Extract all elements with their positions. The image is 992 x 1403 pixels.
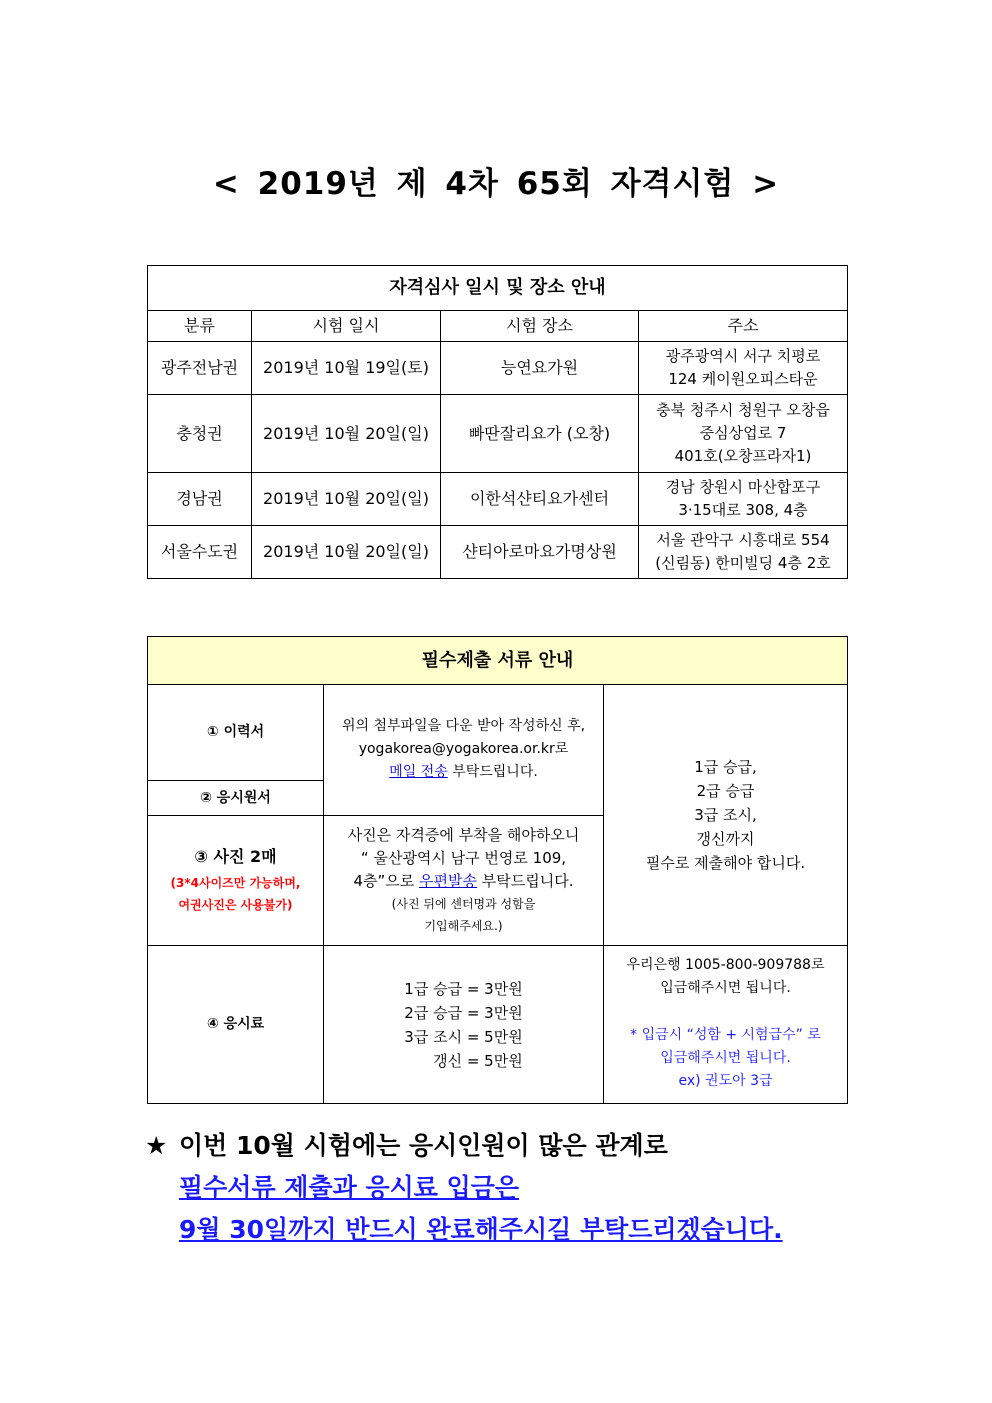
notice (145, 1125, 783, 1251)
instruction-text: 4층”으로 (353, 872, 420, 890)
email-address: yogakorea@yogakorea.or.kr로 (358, 741, 569, 757)
instruction-line: “ 울산광역시 남구 번영로 109, (360, 849, 567, 867)
bank-instruction: 입금해주시면 됩니다. (660, 980, 791, 996)
table-row (148, 526, 848, 579)
notice-highlight: 9월 30일까지 반드시 완료해주시길 부탁드리겠습니다. (179, 1215, 783, 1244)
address-cell (639, 342, 848, 395)
required-note (604, 685, 848, 946)
address-line: 3·15대로 308, 4층 (678, 501, 808, 519)
required-line: 갱신까지 (696, 830, 755, 848)
item-application: ② 응시원서 (148, 781, 324, 816)
address-line: 경남 창원시 마산합포구 (665, 478, 821, 496)
instruction-line (328, 870, 599, 893)
postal-mail-link[interactable]: 우편발송 (419, 872, 478, 890)
region-cell: 경남권 (148, 473, 252, 526)
address-line: 401호(오창프라자1) (674, 447, 812, 465)
address-line: 충북 청주시 청원구 오창읍 (656, 401, 830, 419)
bank-info (604, 946, 848, 1104)
address-cell (639, 526, 848, 579)
fee-line: 2급 승급 = 3만원 (404, 1003, 523, 1022)
notice-line (145, 1125, 783, 1167)
fee-line: 3급 조시 = 5만원 (404, 1027, 523, 1046)
notice-text: 이번 10월 시험에는 응시인원이 많은 관계로 (179, 1131, 668, 1160)
instruction-note: (사진 뒤에 센터명과 성함을 (391, 897, 536, 911)
header-category: 분류 (148, 311, 252, 342)
documents-caption: 필수제출 서류 안내 (148, 637, 848, 685)
address-line: (신림동) 한미빌딩 4층 2호 (655, 554, 831, 572)
table-row (148, 473, 848, 526)
instruction-line: 위의 첨부파일을 다운 받아 작성하신 후, (341, 718, 586, 734)
star-icon: ★ (145, 1131, 168, 1160)
venue-cell: 빠딴잘리요가 (오창) (441, 395, 639, 473)
address-line: 124 케이원오피스타운 (668, 370, 818, 388)
fee-line: 1급 승급 = 3만원 (404, 979, 523, 998)
resume-instructions (324, 685, 604, 816)
venue-cell: 능연요가원 (441, 342, 639, 395)
schedule-caption: 자격심사 일시 및 장소 안내 (148, 266, 848, 311)
deposit-note: * 입금시 “성함 + 시험급수” 로 (630, 1027, 821, 1043)
date-cell: 2019년 10월 20일(일) (252, 473, 441, 526)
deposit-example: ex) 권도아 3급 (678, 1073, 773, 1089)
table-row (148, 342, 848, 395)
region-cell: 충청권 (148, 395, 252, 473)
notice-highlight: 필수서류 제출과 응시료 입금은 (179, 1173, 520, 1202)
region-cell: 서울수도권 (148, 526, 252, 579)
table-row (148, 395, 848, 473)
region-cell: 광주전남권 (148, 342, 252, 395)
item-photo: ③ 사진 2매 (194, 847, 277, 866)
required-line: 3급 조시, (694, 806, 757, 824)
header-venue: 시험 장소 (441, 311, 639, 342)
fee-line: 갱신 = 5만원 (433, 1051, 523, 1070)
required-line: 1급 승급, (694, 758, 757, 776)
instruction-note: 기입해주세요.) (424, 919, 503, 933)
venue-cell: 샨티아로마요가명상원 (441, 526, 639, 579)
page-title: < 2019년 제 4차 65회 자격시험 > (212, 166, 780, 202)
address-line: 중심상업로 7 (699, 424, 787, 442)
header-date: 시험 일시 (252, 311, 441, 342)
venue-cell: 이한석샨티요가센터 (441, 473, 639, 526)
item-fee: ④ 응시료 (148, 946, 324, 1104)
date-cell: 2019년 10월 20일(일) (252, 395, 441, 473)
address-cell (639, 395, 848, 473)
address-cell (639, 473, 848, 526)
bank-account: 우리은행 1005-800-909788로 (626, 957, 825, 973)
required-line: 2급 승급 (696, 782, 755, 800)
documents-table (147, 636, 848, 1104)
deposit-note: 입금해주시면 됩니다. (660, 1050, 791, 1066)
schedule-table (147, 265, 848, 579)
required-line: 필수로 제출해야 합니다. (645, 854, 806, 872)
item-photo-cell (148, 816, 324, 946)
photo-size-note: (3*4사이즈만 가능하며, (170, 876, 301, 890)
date-cell: 2019년 10월 20일(일) (252, 526, 441, 579)
instruction-tail: 부탁드립니다. (477, 872, 574, 890)
date-cell: 2019년 10월 19일(토) (252, 342, 441, 395)
header-address: 주소 (639, 311, 848, 342)
item-resume: ① 이력서 (148, 685, 324, 781)
address-line: 서울 관악구 시흥대로 554 (656, 531, 830, 549)
address-line: 광주광역시 서구 치평로 (665, 347, 821, 365)
instruction-line (328, 761, 599, 784)
instruction-tail: 부탁드립니다. (447, 764, 538, 780)
instruction-line: 사진은 자격증에 부착을 해야하오니 (347, 826, 580, 844)
fee-list (324, 946, 604, 1104)
photo-instructions (324, 816, 604, 946)
photo-passport-note: 여권사진은 사용불가) (178, 898, 293, 912)
email-send-link[interactable]: 메일 전송 (389, 764, 448, 780)
